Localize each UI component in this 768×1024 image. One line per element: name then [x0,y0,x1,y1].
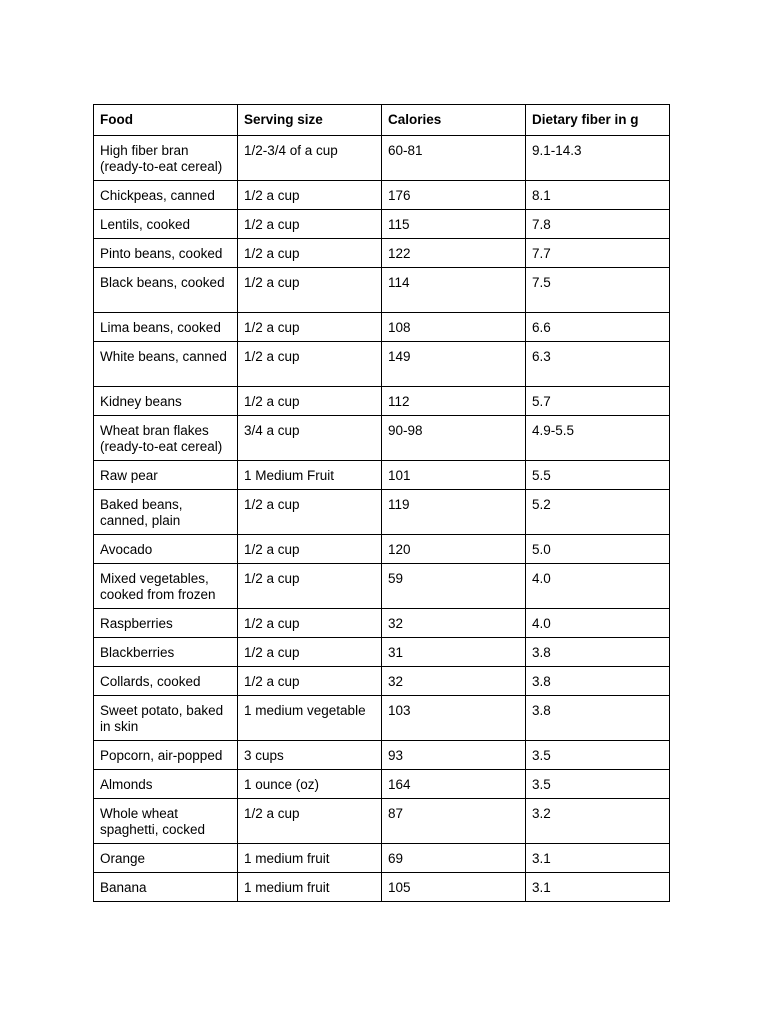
food-cell: Banana [94,873,238,902]
calories-cell: 90-98 [382,416,526,461]
fiber-cell: 3.8 [526,667,670,696]
table-row [94,638,670,667]
table-row [94,770,670,799]
table-row [94,535,670,564]
food-cell: Raw pear [94,461,238,490]
serving-size-cell: 1 medium fruit [238,844,382,873]
food-cell: Orange [94,844,238,873]
serving-size-cell: 1/2 a cup [238,268,382,313]
table-row [94,268,670,313]
table-row [94,461,670,490]
header-food: Food [94,105,238,136]
calories-cell: 115 [382,210,526,239]
fiber-cell: 3.1 [526,844,670,873]
calories-cell: 69 [382,844,526,873]
table-row [94,136,670,181]
serving-size-cell: 1/2 a cup [238,564,382,609]
calories-cell: 112 [382,387,526,416]
fiber-cell: 7.8 [526,210,670,239]
fiber-cell: 5.5 [526,461,670,490]
calories-cell: 60-81 [382,136,526,181]
serving-size-cell: 1 Medium Fruit [238,461,382,490]
table-row [94,564,670,609]
calories-cell: 119 [382,490,526,535]
calories-cell: 32 [382,667,526,696]
fiber-cell: 4.0 [526,564,670,609]
calories-cell: 122 [382,239,526,268]
calories-cell: 164 [382,770,526,799]
food-cell: Collards, cooked [94,667,238,696]
fiber-table [93,104,670,902]
food-cell: Almonds [94,770,238,799]
serving-size-cell: 3 cups [238,741,382,770]
fiber-cell: 6.6 [526,313,670,342]
table-row [94,741,670,770]
serving-size-cell: 1/2 a cup [238,799,382,844]
fiber-cell: 5.2 [526,490,670,535]
fiber-cell: 3.5 [526,741,670,770]
fiber-cell: 3.2 [526,799,670,844]
food-cell: High fiber bran (ready-to-eat cereal) [94,136,238,181]
table-row [94,342,670,387]
serving-size-cell: 1/2 a cup [238,181,382,210]
calories-cell: 93 [382,741,526,770]
fiber-cell: 7.7 [526,239,670,268]
food-cell: Avocado [94,535,238,564]
fiber-cell: 3.5 [526,770,670,799]
calories-cell: 176 [382,181,526,210]
food-cell: Kidney beans [94,387,238,416]
table-row [94,181,670,210]
food-cell: Mixed vegetables, cooked from frozen [94,564,238,609]
calories-cell: 103 [382,696,526,741]
fiber-cell: 7.5 [526,268,670,313]
serving-size-cell: 1/2 a cup [238,313,382,342]
table-row [94,239,670,268]
table-row [94,667,670,696]
calories-cell: 32 [382,609,526,638]
fiber-cell: 9.1-14.3 [526,136,670,181]
table-row [94,490,670,535]
fiber-cell: 3.8 [526,696,670,741]
serving-size-cell: 1/2 a cup [238,667,382,696]
food-cell: Baked beans, canned, plain [94,490,238,535]
calories-cell: 31 [382,638,526,667]
food-cell: Sweet potato, baked in skin [94,696,238,741]
table-body [94,136,670,902]
header-calories: Calories [382,105,526,136]
serving-size-cell: 1 medium vegetable [238,696,382,741]
food-cell: Pinto beans, cooked [94,239,238,268]
serving-size-cell: 3/4 a cup [238,416,382,461]
table-row [94,696,670,741]
calories-cell: 87 [382,799,526,844]
calories-cell: 120 [382,535,526,564]
fiber-cell: 8.1 [526,181,670,210]
table-row [94,387,670,416]
food-cell: Chickpeas, canned [94,181,238,210]
serving-size-cell: 1/2 a cup [238,638,382,667]
serving-size-cell: 1/2 a cup [238,490,382,535]
table-row [94,609,670,638]
fiber-cell: 3.1 [526,873,670,902]
header-serving-size: Serving size [238,105,382,136]
food-cell: Raspberries [94,609,238,638]
table-row [94,799,670,844]
table-row [94,416,670,461]
calories-cell: 105 [382,873,526,902]
fiber-cell: 5.7 [526,387,670,416]
table-row [94,873,670,902]
table-header-row [94,105,670,136]
serving-size-cell: 1 ounce (oz) [238,770,382,799]
serving-size-cell: 1/2 a cup [238,342,382,387]
serving-size-cell: 1/2 a cup [238,239,382,268]
fiber-cell: 3.8 [526,638,670,667]
food-cell: Lima beans, cooked [94,313,238,342]
fiber-cell: 6.3 [526,342,670,387]
calories-cell: 59 [382,564,526,609]
fiber-cell: 5.0 [526,535,670,564]
serving-size-cell: 1/2-3/4 of a cup [238,136,382,181]
calories-cell: 114 [382,268,526,313]
food-cell: Blackberries [94,638,238,667]
fiber-cell: 4.0 [526,609,670,638]
serving-size-cell: 1/2 a cup [238,210,382,239]
table-row [94,313,670,342]
calories-cell: 108 [382,313,526,342]
food-cell: Whole wheat spaghetti, cocked [94,799,238,844]
calories-cell: 101 [382,461,526,490]
serving-size-cell: 1/2 a cup [238,609,382,638]
serving-size-cell: 1/2 a cup [238,387,382,416]
food-cell: Wheat bran flakes (ready-to-eat cereal) [94,416,238,461]
food-cell: White beans, canned [94,342,238,387]
table-row [94,844,670,873]
serving-size-cell: 1/2 a cup [238,535,382,564]
food-cell: Black beans, cooked [94,268,238,313]
serving-size-cell: 1 medium fruit [238,873,382,902]
header-dietary-fiber: Dietary fiber in g [526,105,670,136]
table-row [94,210,670,239]
calories-cell: 149 [382,342,526,387]
food-cell: Lentils, cooked [94,210,238,239]
fiber-cell: 4.9-5.5 [526,416,670,461]
food-cell: Popcorn, air-popped [94,741,238,770]
